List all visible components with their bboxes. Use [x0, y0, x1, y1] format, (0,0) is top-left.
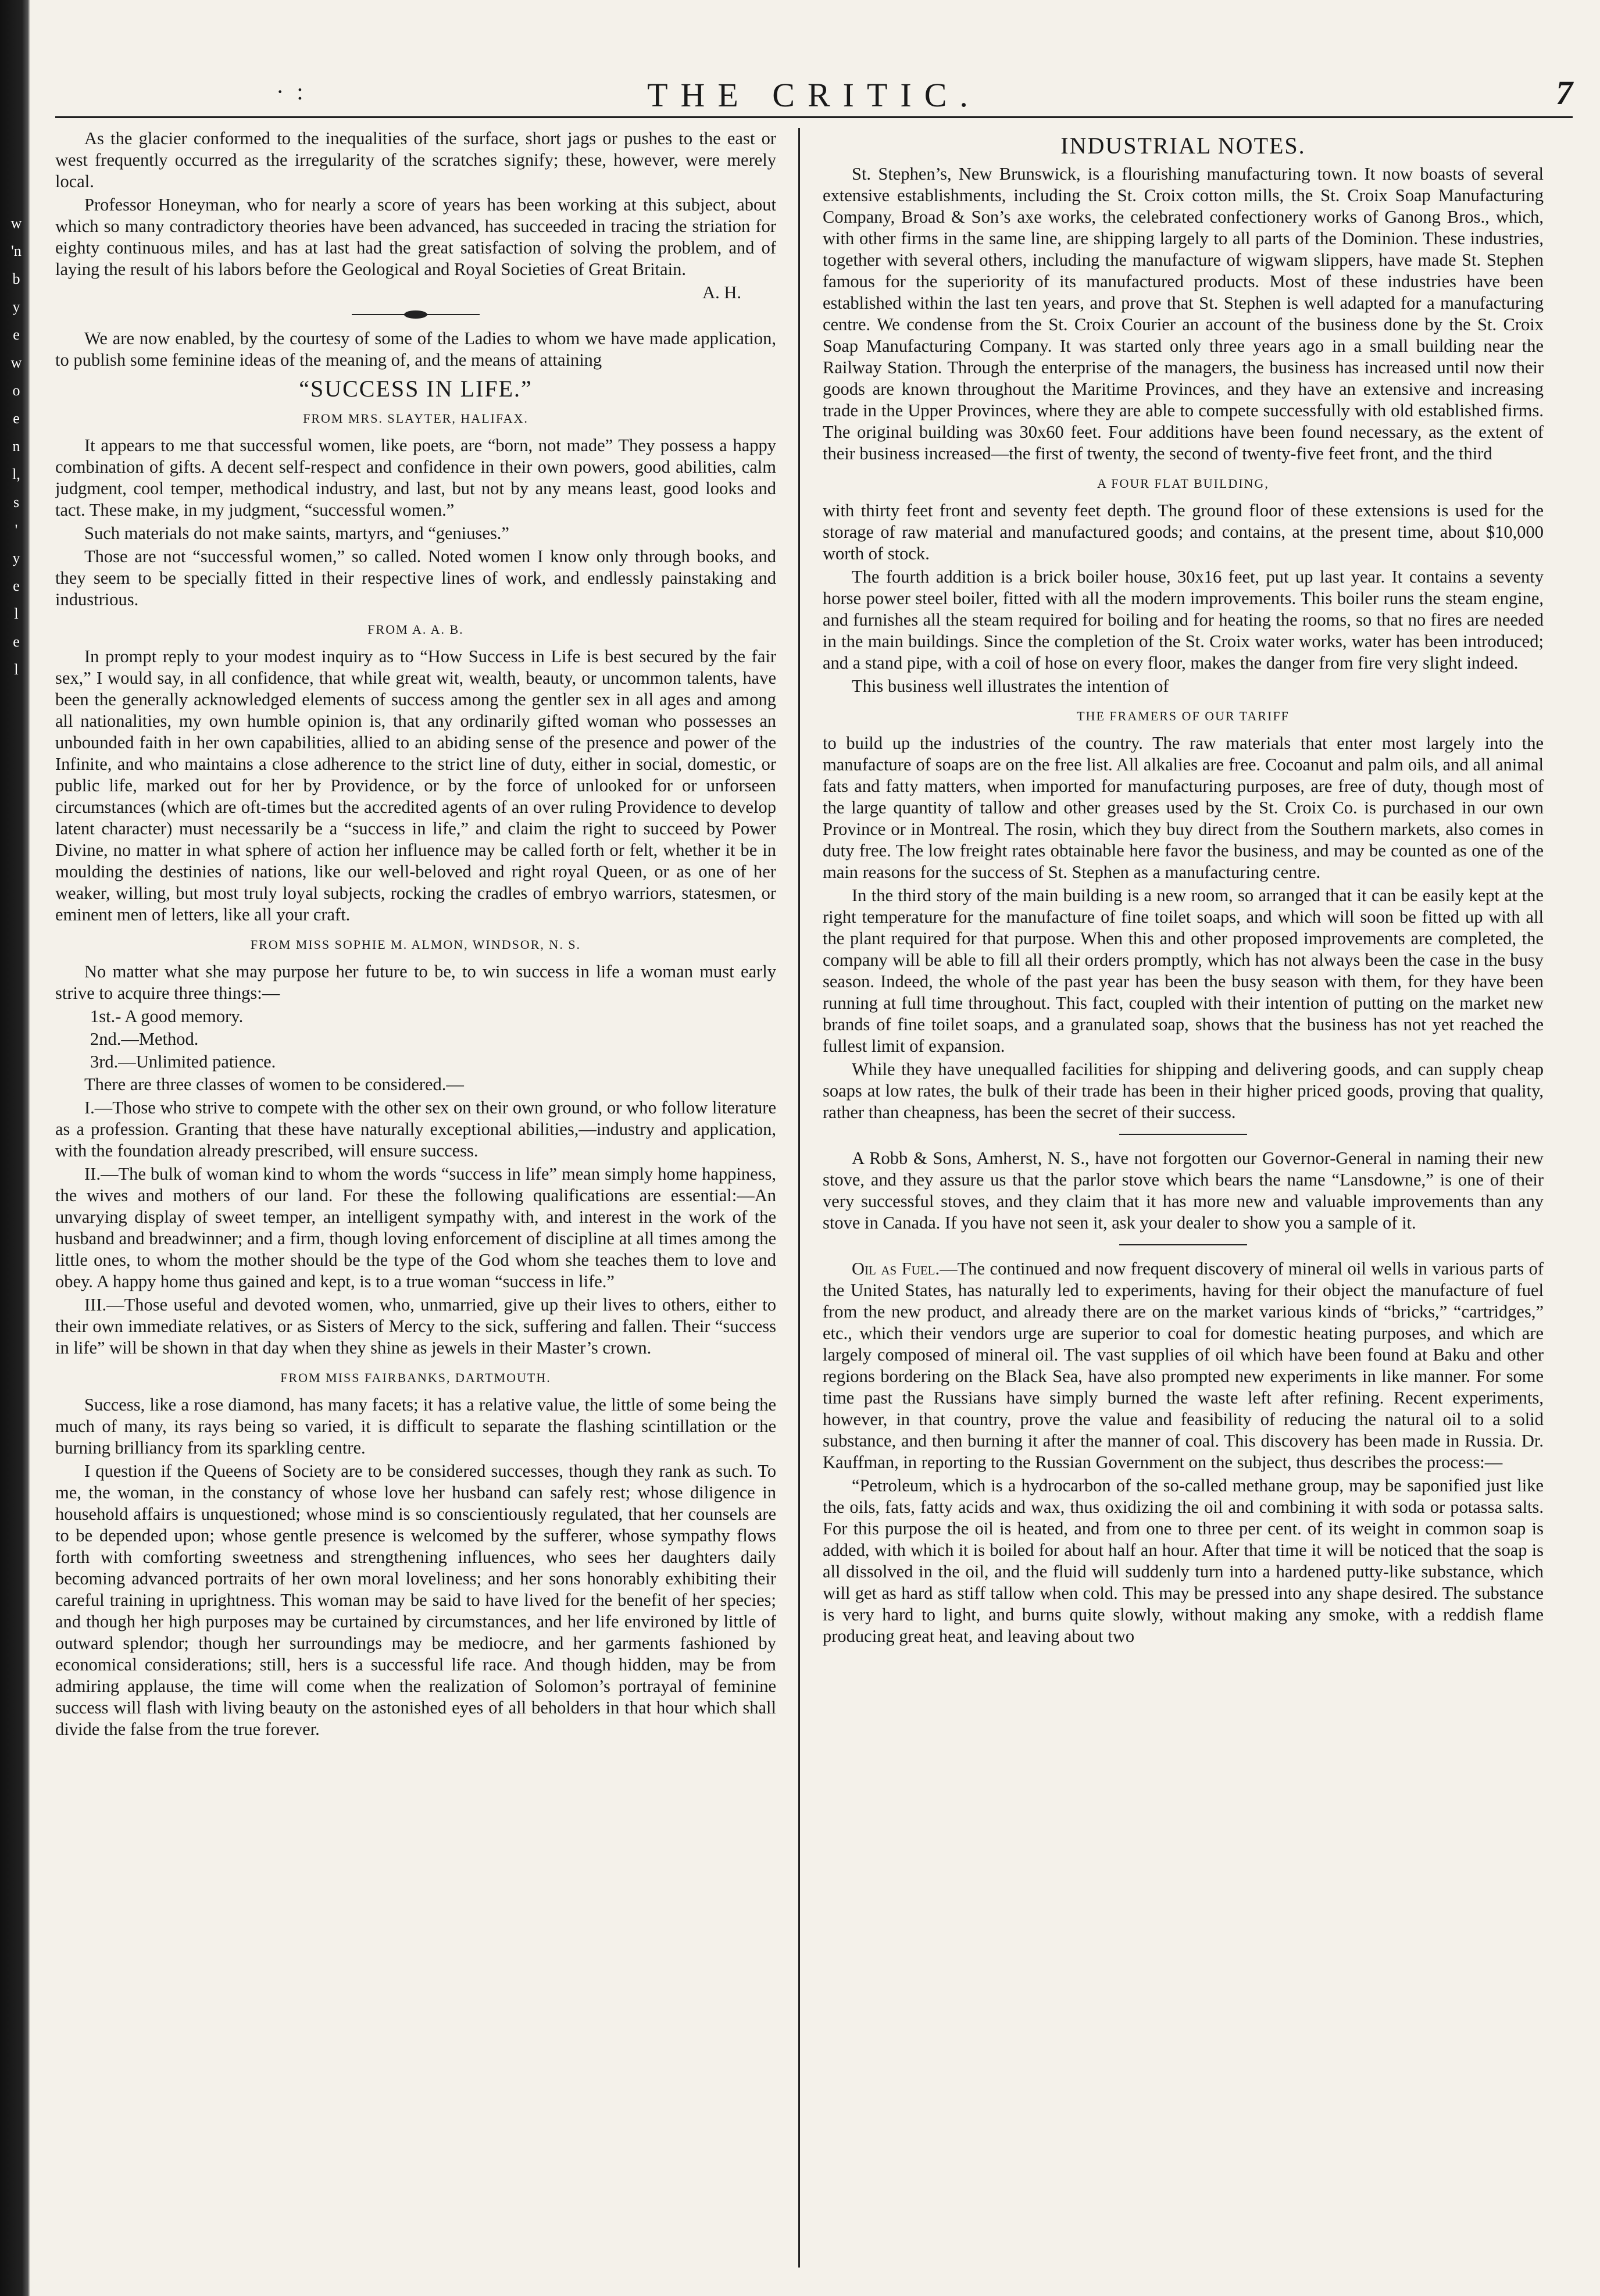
right-column [823, 128, 1544, 2268]
margin-notes [5, 209, 28, 684]
page-number: 7 [1556, 74, 1573, 112]
margin-note: ' [15, 522, 18, 538]
section-1-paragraph-2: Such materials do not make saints, martyrs, and “geniuses.” [84, 523, 509, 543]
subheading-tariff: THE FRAMERS OF OUR TARIFF [1077, 709, 1290, 723]
industrial-paragraph-2: with thirty feet front and seventy feet depth. The ground floor of these extensions is used for the storage of raw material and manufactured goods; and contains, at the present time, about $10,000 worth of stock. [823, 501, 1544, 563]
industrial-paragraph-4: This business well illustrates the intention of [852, 676, 1169, 696]
section-3-paragraph-1: No matter what she may purpose her future to be, to win success in life a woman must early strive to acquire three things:— [55, 962, 776, 1003]
section-3-paragraph-4: II.—The bulk of woman kind to whom the words “success in life” mean simply home happiness, the wives and mothers of our land. For these the following qualifications are essential:—An unvarying display of sweet temper, an intelligent sympathy with, and interest in the work of the husband and breadwinner; and a firm, though loving enforcement of discipline at all times among the little ones, to whom the mother should be the type of the God whom she teaches them to love and obey. A happy home thus gained and kept, is to a true woman “success in life.” [55, 1164, 776, 1291]
industrial-paragraph-3: The fourth addition is a brick boiler house, 30x16 feet, put up last year. It contains a seventy horse power steel boiler, fitted with all the modern improvements. This boiler runs the steam engine, and furnishes all the steam required for boiling and for heating the rooms, so that no fires are needed in the main buildings. Since the completion of the St. Croix water works, water has been introduced; and a stand pipe, with a coil of hose on every floor, makes the danger from fire very slight indeed. [823, 567, 1544, 673]
margin-note: y [12, 298, 20, 315]
newspaper-title: THE CRITIC. [647, 76, 981, 114]
margin-note: n [12, 438, 20, 455]
industrial-paragraph-7: While they have unequalled facilities for shipping and delivering goods, and can supply cheap soaps at low rates, the bulk of their trade has been in their higher priced goods, proving that quality, rather than cheapness, has been the secret of their success. [823, 1059, 1544, 1122]
margin-note: 'n [11, 242, 22, 259]
margin-note: o [12, 382, 20, 399]
section-4-source: FROM MISS FAIRBANKS, DARTMOUTH. [280, 1370, 551, 1385]
intro-signature: A. H. [702, 283, 741, 302]
list-item: 1st.- A good memory. [90, 1006, 244, 1026]
masthead-dots: · : [276, 78, 307, 105]
section-divider [1119, 1134, 1247, 1135]
margin-note: e [13, 326, 20, 343]
section-2-paragraph-1: In prompt reply to your modest inquiry as to “How Success in Life is best secured by the fair sex,” I would say, in all confidence, that while great wit, wealth, beauty, or uncommon talents, have been the generally acknowledged elements of success among the gentler sex in all ages and among all nationalities, my own humble opinion is, that any ordinarily gifted woman who possesses an unbounded faith in her own capabilities, allied to an abiding sense of the presence and power of the Infinite, and who maintains a close adherence to the strict line of duty, either in social, domestic, or public life, marked out for her by Providence, or by the force of unlooked for or unforseen circumstances (which are oft-times but the accredited agents of an over ruling Providence to develop latent character) must necessarily be a “success in life,” and claim the right to succeed by Power Divine, no matter in what sphere of action her influence may be called forth or felt, whether it be in moulding the destinies of nations, like our well-beloved and right royal Queen, or as one of her weaker, willing, but most truly loyal subjects, rocking the cradles of embryo warriors, statesmen, or eminent men of letters, like all your craft. [55, 647, 776, 924]
section-2-source: FROM A. A. B. [367, 622, 464, 637]
margin-note: l, [12, 466, 20, 483]
oil-fuel-lead: Oil as Fuel. [852, 1259, 940, 1279]
section-3-source: FROM MISS SOPHIE M. ALMON, WINDSOR, N. S. [250, 937, 581, 952]
oil-fuel-text: —The continued and now frequent discovery of mineral oil wells in various parts of the United States, has naturally led to experiments, having for their object the manufacture of fuel from the new product, and already there are on the market various kinds of “bricks,” “cartridges,” etc., which their vendors urge are superior to coal for domestic heating purposes, and which are largely composed of mineral oil. The vast supplies of oil which have been found at Baku and other regions bordering on the Black Sea, have also prompted new experiments in like manner. For some time past the Russians have simply burned the waste left after refining. Recent experiments, however, in that country, prove the value and feasibility of reducing the natural oil to a solid substance, and then burning it after the manner of coal. This discovery has been made in Russia. Dr. Kauffman, in reporting to the Russian Government on the subject, thus describes the process:— [823, 1259, 1544, 1472]
margin-note: w [10, 215, 22, 231]
success-heading: “SUCCESS IN LIFE.” [299, 376, 533, 402]
petroleum-quote: “Petroleum, which is a hydrocarbon of the so-called methane group, may be saponified just like the oils, fats, fatty acids and wax, thus oxidizing the oil and combining it with soda or potassa salts. For this purpose the oil is heated, and from one to three per cent. of its weight in common soap is added, with which it is boiled for about half an hour. After that time it will be noticed that the soap is all dissolved in the oil, and the fluid will suddenly turn into a hardened putty-like substance, which will get as hard as stiff tallow when cold. This may be pressed into any shape desired. The substance is very hard to light, and burns quite slowly, without making any smoke, with a reddish flame producing great heat, and leaving about two [823, 1476, 1544, 1646]
robb-paragraph: A Robb & Sons, Amherst, N. S., have not forgotten our Governor-General in naming their new stove, and they assure us that the parlor stove which bears the name “Lansdowne,” is one of their very successful stoves, and they claim that it has more new and valuable improvements than any stove in Canada. If you have not seen it, ask your dealer to show you a sample of it. [823, 1148, 1544, 1233]
ornamental-divider [352, 314, 480, 315]
industrial-paragraph-1: St. Stephen’s, New Brunswick, is a flourishing manufacturing town. It now boasts of several extensive establishments, including the St. Croix cotton mills, the St. Croix Soap Manufacturing Company, Broad & Son’s axe works, the celebrated confectionery works of Ganong Bros., which, with other firms in the same line, are shipping largely to all parts of the Dominion. These industries, together with several others, including the manufacture of wigwam slippers, have made St. Stephen famous for the superiority of its manufactured products. Most of these industries have been established within the last ten years, and prove that St. Stephen is well adapted for a manufacturing centre. We condense from the St. Croix Courier an account of the business done by the St. Croix Soap Manufacturing Company. It was started only three years ago in a small building near the Railway Station. Through the enterprise of the managers, the business has increased until now their goods are known throughout the Maritime Provinces, and they have an extensive and increasing trade in the Upper Provinces, where they are able to compete successfully with old established firms. The original building was 30x60 feet. Four additions have been found necessary, as the extent of their business increased—the first of twenty, the second of twenty-five feet front, and the third [823, 164, 1544, 463]
margin-note: e [13, 410, 20, 427]
industrial-paragraph-6: In the third story of the main building is a new room, so arranged that it can be easily kept at the right temperature for the manufacture of fine toilet soaps, and which will soon be fitted up with all the plant required for that purpose. When this and other proposed improvements are completed, the company will be able to fill all their orders promptly, which has not always been the case in the busy season. Indeed, the whole of the past year has been the busy season with them, for they have been running at full time throughout. This fact, coupled with their intention of putting on the market new brands of fine toilet soaps, and a granulated soap, shows that the business has not yet reached the fullest limit of expansion. [823, 885, 1544, 1056]
margin-note: w [10, 354, 22, 371]
section-divider [1119, 1244, 1247, 1245]
oil-fuel-paragraph [823, 1258, 1544, 1473]
intro-paragraph-3: We are now enabled, by the courtesy of some of the Ladies to whom we have made application, to publish some feminine ideas of the meaning of, and the means of attaining [55, 328, 776, 370]
intro-paragraph-1: As the glacier conformed to the inequalities of the surface, short jags or pushes to the east or west frequently occurred as the irregularity of the scratches signify; these, however, were merely local. [55, 128, 776, 191]
margin-note: y [12, 549, 20, 566]
intro-paragraph-2: Professor Honeyman, who for nearly a score of years has been working at this subject, about which so many contradictory theories have been advanced, has succeeded in tracing the striation for eighty continuous miles, and has at last had the great satisfaction of solving the problem, and of laying the result of his labors before the Geological and Royal Societies of Great Britain. [55, 195, 776, 279]
industrial-paragraph-5: to build up the industries of the country. The raw materials that enter most largely into the manufacture of soaps are on the free list. All alkalies are free. Cocoanut and palm oils, and all animal fats and fatty matters, when imported for manufacturing purposes, are free of duty, though most of the large quantity of tallow and other greases used by the St. Croix Co. is purchased in our own Province or in Montreal. The rosin, which they buy direct from the Southern markets, also comes in duty free. The low freight rates obtainable here favor the business, and may be counted as one of the main reasons for the success of St. Stephen as a manufacturing centre. [823, 733, 1544, 882]
section-3-paragraph-3: I.—Those who strive to compete with the other sex on their own ground, or who follow literature as a profession. Granting that these have naturally exceptional abilities,—industry and application, with the foundation already prescribed, will ensure success. [55, 1098, 776, 1161]
section-1-source: FROM MRS. SLAYTER, HALIFAX. [303, 411, 528, 426]
margin-note: l [14, 661, 19, 678]
margin-note: e [13, 577, 20, 594]
list-item: 3rd.—Unlimited patience. [90, 1052, 276, 1072]
margin-note: l [14, 605, 19, 622]
section-4-paragraph-1: Success, like a rose diamond, has many facets; it has a relative value, the little of some being the much of many, its rays being so varied, it is difficult to separate the flashing scintillation or the burning brilliancy from its sparkling centre. [55, 1395, 776, 1458]
margin-note: b [12, 270, 20, 287]
section-1-paragraph-3: Those are not “successful women,” so called. Noted women I know only through books, and they seem to be specially fitted in their respective lines of work, and endlessly painstaking and industrious. [55, 547, 776, 609]
columns [55, 128, 1573, 2268]
list-item: 2nd.—Method. [90, 1029, 199, 1049]
column-rule [798, 128, 800, 2268]
section-1-paragraph-1: It appears to me that successful women, like poets, are “born, not made” They possess a happy combination of gifts. A decent self-respect and confidence in their own powers, good abilities, calm judgment, cool temper, methodical industry, and last, but not by any means least, good looks and tact. These make, in my judgment, “successful women.” [55, 435, 776, 520]
industrial-notes-heading: INDUSTRIAL NOTES. [1060, 133, 1306, 159]
section-3-paragraph-5: III.—Those useful and devoted women, who, unmarried, give up their lives to others, either to their own immediate relatives, or as Sisters of Mercy to the sick, suffering and fallen. Their “success in life” will be shown in that day when they shine as jewels in their Master’s crown. [55, 1295, 776, 1358]
section-4-paragraph-2: I question if the Queens of Society are to be considered successes, though they rank as such. To me, the woman, in the constancy of whose love her husband can safely rest; whose diligence in household affairs is unquestioned; whose mind is so conscientiously regulated, that her counsels are to be depended upon; whose gentle presence is welcomed by the sufferer, whose sympathy flows forth with comforting sweetness and strengthening influences, who sees her daughters daily becoming advanced portraits of her own moral loveliness; and her sons honorably exhibiting their careful training in uprightness. This woman may be said to have lived for the benefit of her species; and though her high purposes may be curtained by circumstances, and her life environed by little of outward splendor; though her surroundings may be mediocre, and her garments fashioned by economical considerations; still, hers is a successful life race. And though hidden, may be from admiring applause, the time will come when the realization of Solomon’s portrayal of feminine success will flash with living beauty on the astonished eyes of all beholders in that hour which shall divide the false from the true forever. [55, 1461, 776, 1739]
masthead [55, 76, 1573, 118]
margin-note: s [13, 494, 20, 510]
page [55, 76, 1573, 2273]
subheading-four-flat: A FOUR FLAT BUILDING, [1097, 476, 1269, 491]
section-3-paragraph-2: There are three classes of women to be considered.— [84, 1074, 464, 1094]
left-column [55, 128, 776, 2268]
margin-note: e [13, 633, 20, 650]
